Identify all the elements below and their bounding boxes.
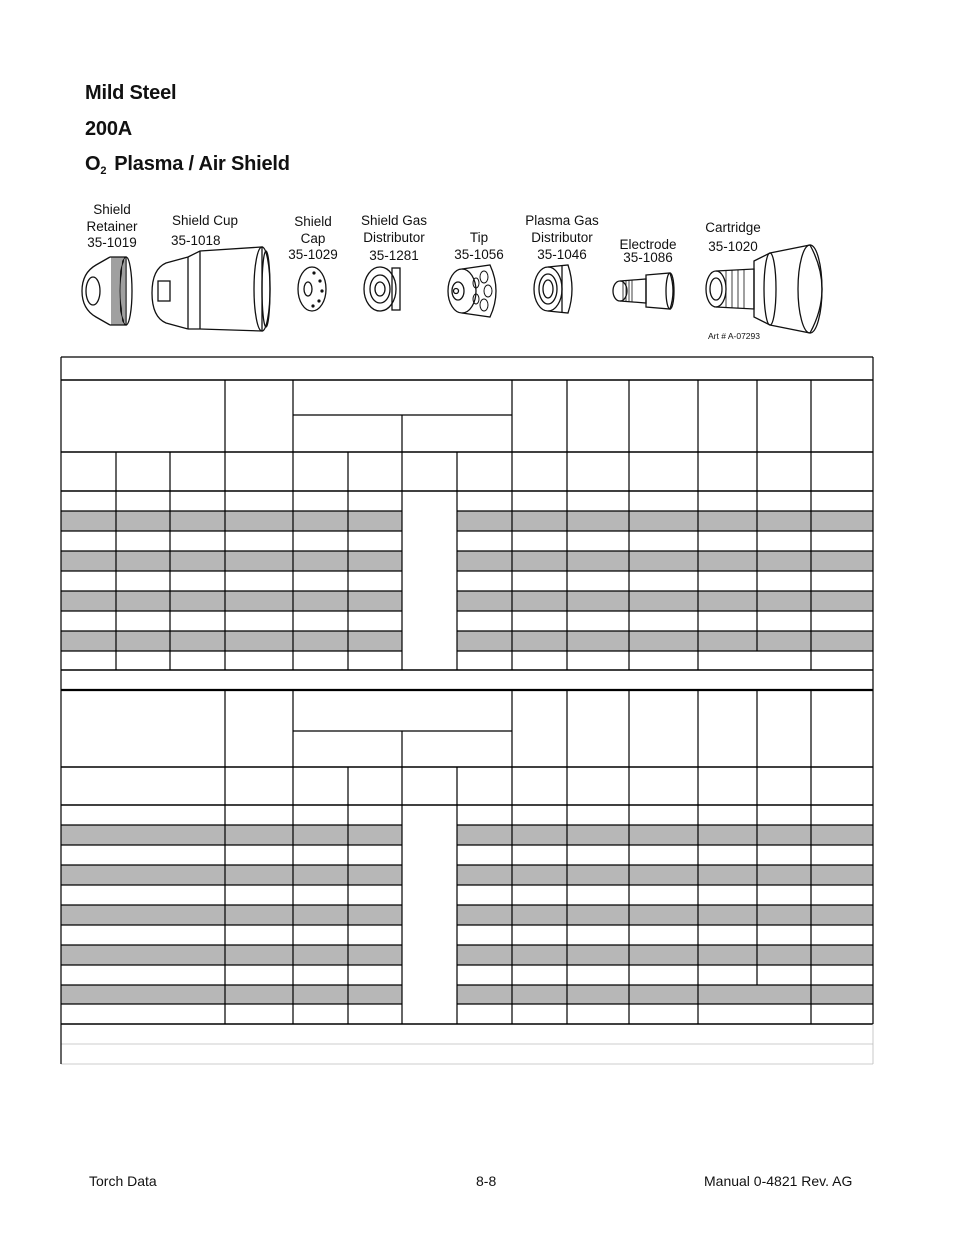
footer-section: Torch Data — [89, 1173, 157, 1189]
footer-manual: Manual 0-4821 Rev. AG — [704, 1173, 853, 1189]
table2-shaded-row-left — [61, 825, 402, 845]
part-label-shield-gas-distributor: Shield Gas Distributor 35-1281 — [360, 213, 428, 263]
title-gas: $O_2$ Plasma / Air Shield — [85, 153, 290, 177]
table2-shaded-row-left — [61, 945, 402, 965]
title-material: Mild Steel — [85, 82, 177, 104]
part-label-shield-retainer: Shield Retainer 35-1019 — [86, 202, 138, 250]
part-label-electrode: Electrode 35-1086 — [619, 237, 677, 265]
part-label-shield-cap: Shield Cap 35-1029 — [288, 214, 338, 262]
table1-shaded-row-left — [61, 631, 402, 651]
table1-shaded-row-left — [61, 511, 402, 531]
table1-shaded-row-left — [61, 551, 402, 571]
table1-shaded-row-left — [61, 591, 402, 611]
footer-page-number: 8-8 — [476, 1173, 497, 1189]
part-label-plasma-gas-distributor: Plasma Gas Distributor 35-1046 — [525, 213, 599, 262]
title-amperage: 200A — [85, 118, 133, 140]
part-label-shield-cup: Shield Cup 35-1018 — [171, 213, 239, 248]
table2-shaded-row-left — [61, 985, 402, 1004]
part-label-tip: Tip 35-1056 — [454, 230, 504, 262]
table2-shaded-row-left — [61, 865, 402, 885]
part-label-cartridge: Cartridge 35-1020 — [705, 220, 761, 254]
table2-shaded-row-left — [61, 905, 402, 925]
art-number: Art # A-07293 — [708, 331, 760, 341]
